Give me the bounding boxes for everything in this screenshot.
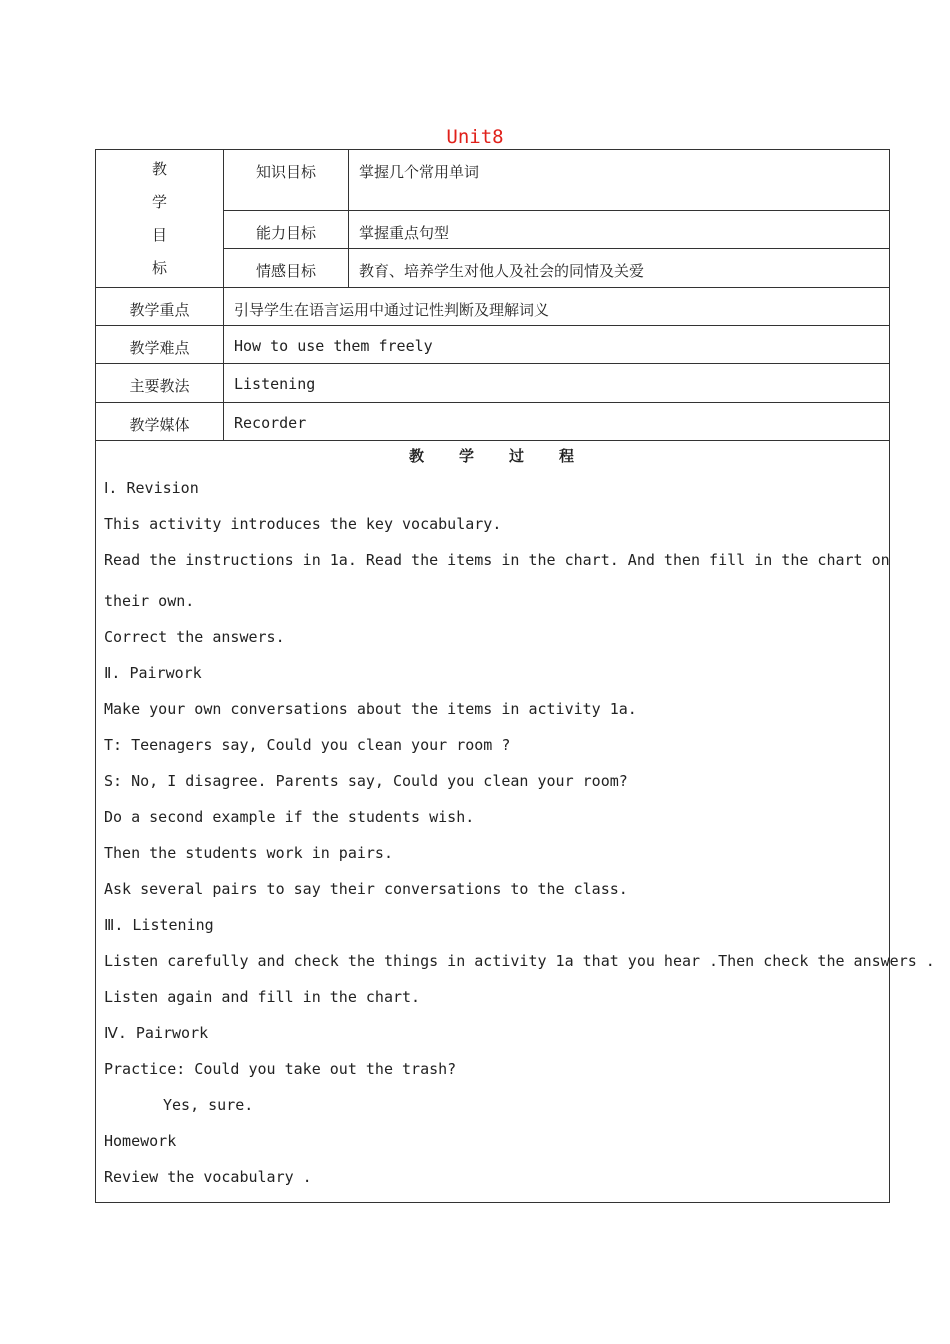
process-line: Practice: Could you take out the trash? xyxy=(104,1060,457,1078)
process-line: Ⅱ. Pairwork xyxy=(104,664,202,682)
process-line: Do a second example if the students wish. xyxy=(104,808,475,826)
process-line: Read the instructions in 1a. Read the items in the chart. And then fill in the chart on xyxy=(104,551,890,569)
objectives-header-char: 标 xyxy=(151,259,167,277)
process-line: Homework xyxy=(104,1132,177,1150)
media-value: Recorder xyxy=(224,403,890,441)
process-line: Correct the answers. xyxy=(104,628,285,646)
knowledge-objective-value: 掌握几个常用单词 xyxy=(349,150,890,211)
ability-objective-value: 掌握重点句型 xyxy=(349,211,890,249)
process-line: Ⅰ. Revision xyxy=(104,479,199,497)
emotion-objective-label: 情感目标 xyxy=(224,249,349,288)
info-row xyxy=(96,364,890,403)
objectives-header-char: 目 xyxy=(151,226,167,244)
process-heading: 教学过程 xyxy=(408,447,609,465)
info-row xyxy=(96,403,890,441)
process-line: Listen carefully and check the things in activity 1a that you hear .Then check the answers . xyxy=(104,952,935,970)
objectives-header-char: 教 xyxy=(151,160,167,178)
info-row xyxy=(96,326,890,364)
process-line: Ⅲ. Listening xyxy=(104,916,214,934)
process-line: Ⅳ. Pairwork xyxy=(104,1024,209,1042)
objective-row xyxy=(96,150,890,211)
process-line: Ask several pairs to say their conversations to the class. xyxy=(104,880,628,898)
process-line: Then the students work in pairs. xyxy=(104,844,393,862)
info-row xyxy=(96,288,890,326)
process-line: S: No, I disagree. Parents say, Could you clean your room? xyxy=(104,772,628,790)
process-line: Listen again and fill in the chart. xyxy=(104,988,421,1006)
process-line: Make your own conversations about the items in activity 1a. xyxy=(104,700,637,718)
difficulty-value: How to use them freely xyxy=(224,326,890,364)
method-value: Listening xyxy=(224,364,890,403)
ability-objective-label: 能力目标 xyxy=(224,211,349,249)
objectives-header xyxy=(96,150,224,288)
difficulty-label: 教学难点 xyxy=(96,326,224,364)
process-line: Yes, sure. xyxy=(163,1096,254,1114)
process-line: their own. xyxy=(104,592,195,610)
process-section xyxy=(96,441,935,1203)
key-point-value: 引导学生在语言运用中通过记性判断及理解词义 xyxy=(224,288,890,326)
emotion-objective-value: 教育、培养学生对他人及社会的同情及关爱 xyxy=(349,249,890,288)
document-title: Unit8 xyxy=(446,126,504,148)
process-line: This activity introduces the key vocabulary. xyxy=(104,515,502,533)
media-label: 教学媒体 xyxy=(96,403,224,441)
lesson-plan-table xyxy=(95,149,935,1203)
objectives-header-char: 学 xyxy=(151,193,167,211)
process-line: T: Teenagers say, Could you clean your room ? xyxy=(104,736,511,754)
key-point-label: 教学重点 xyxy=(96,288,224,326)
process-row xyxy=(96,441,890,1203)
method-label: 主要教法 xyxy=(96,364,224,403)
knowledge-objective-label: 知识目标 xyxy=(224,150,349,211)
process-line: Review the vocabulary . xyxy=(104,1168,312,1186)
